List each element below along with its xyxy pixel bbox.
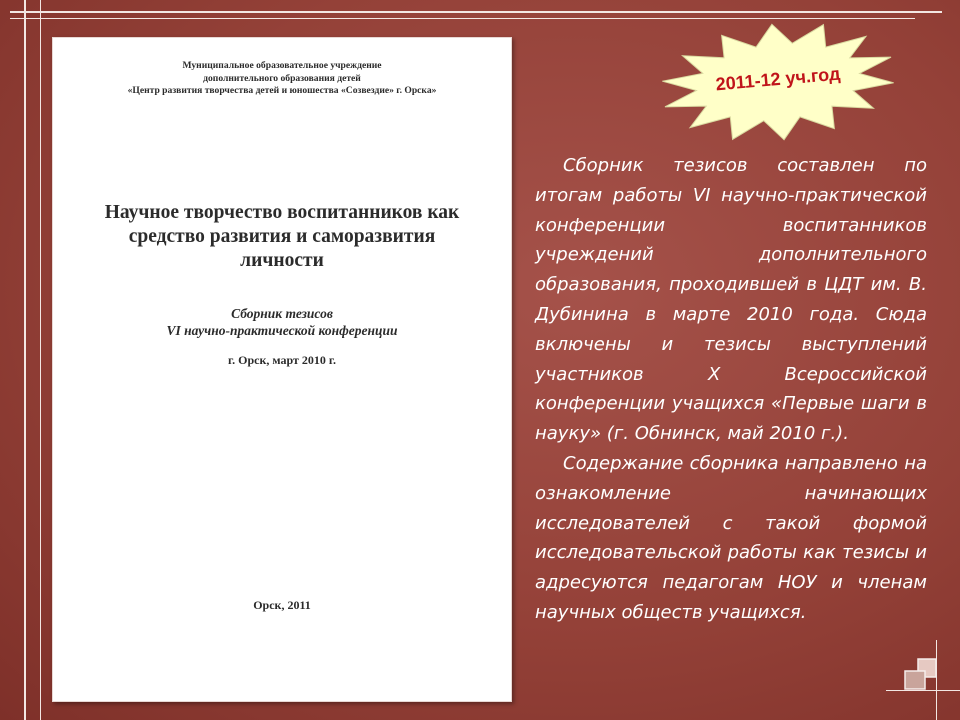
frame-line-top-inner [10, 18, 915, 19]
cover-institution [53, 60, 511, 98]
cover-subtitle-line: VI научно-практической конференции [166, 323, 398, 338]
description [535, 151, 927, 628]
description-paragraph: Содержание сборника направлено на ознакомление начинающих исследователей с такой формой исследовательской работы как тезисы и адресуются педагогам НОУ и членам научных обществ учащихся. [535, 452, 927, 623]
year-badge [658, 22, 898, 142]
year-badge-text: 2011-12 уч.год [714, 63, 842, 95]
cover-bottom-line: Орск, 2011 [253, 598, 311, 612]
cover-institution-line: «Центр развития творчества детей и юношества «Созвездие» г. Орска» [127, 85, 437, 96]
cover-title [63, 201, 501, 273]
cover-institution-line: Муниципальное образовательное учреждение [182, 60, 382, 71]
cover-place-date: г. Орск, март 2010 г. [228, 353, 336, 367]
frame-line-left-outer [24, 0, 26, 720]
cover-title-line: средство развития и саморазвития [128, 226, 436, 247]
frame-line-left-inner [40, 0, 41, 720]
cover-title-line: личности [240, 250, 324, 271]
cover-institution-line: дополнительного образования детей [203, 72, 361, 84]
frame-line-top-outer [10, 11, 942, 13]
cover-subtitle-line: Сборник тезисов [231, 306, 333, 321]
cover-subtitle [53, 305, 511, 339]
description-paragraph: Сборник тезисов составлен по итогам работы VI научно-практической конференции воспитанников учреждений дополнительного образования, проходившей в ЦДТ им. В. Дубинина в марте 2010 года. Сюда включены и тезисы выступлений участников Х Всероссийской конференции учащихся «Первые шаги в науку» (г. Обнинск, май 2010 г.). [535, 155, 927, 445]
book-cover [52, 37, 512, 702]
overlapping-squares-icon [898, 655, 943, 700]
cover-title-line: Научное творчество воспитанников как [104, 202, 460, 223]
